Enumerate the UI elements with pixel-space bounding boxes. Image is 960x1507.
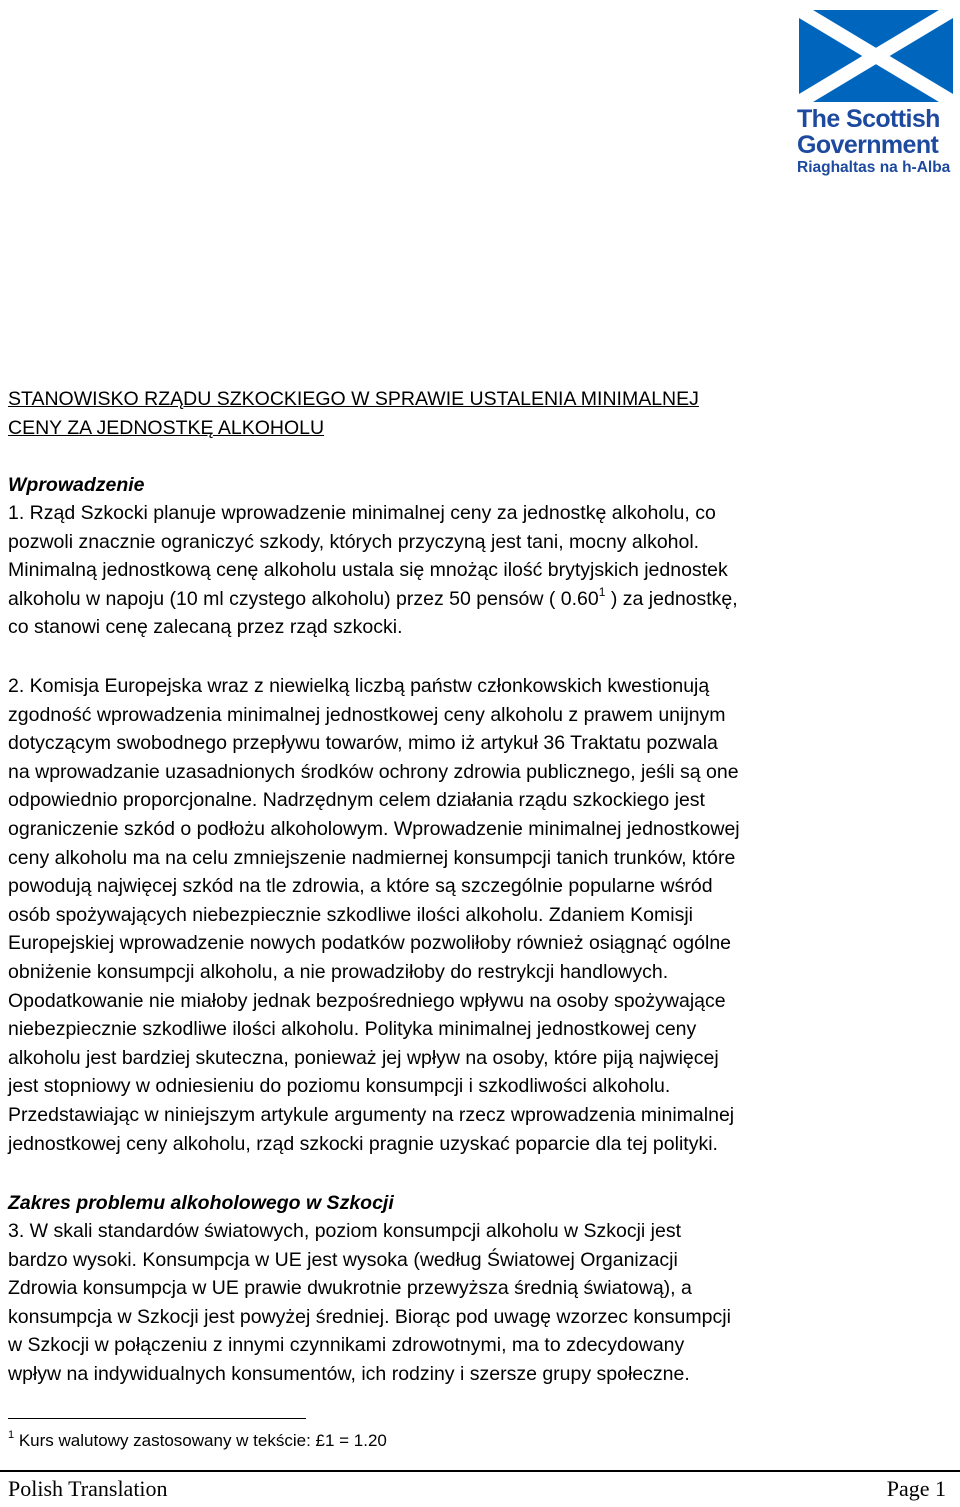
text-line: wpływ na indywidualnych konsumentów, ich rodziny i szersze grupy społeczne. bbox=[8, 1362, 690, 1385]
text-line: niebezpiecznie szkodliwe ilości alkoholu. Polityka minimalnej jednostkowej ceny bbox=[8, 1018, 697, 1041]
text-line: alkoholu jest bardziej skuteczna, ponieważ jej wpływ na osoby, które piją najwięcej bbox=[8, 1046, 719, 1069]
text-line: na wprowadzanie uzasadnionych środków ochrony zdrowia publicznego, jeśli są one bbox=[8, 760, 739, 783]
title-line: STANOWISKO RZĄDU SZKOCKIEGO W SPRAWIE USTALENIA MINIMALNEJ bbox=[8, 388, 699, 410]
document-title bbox=[8, 385, 948, 442]
text-line: Europejskiej wprowadzenie nowych podatków pozwoliłoby również osiągnąć ogólne bbox=[8, 932, 732, 955]
text-line: jest stopniowy w odniesieniu do poziomu konsumpcji i szkodliwości alkoholu. bbox=[8, 1075, 671, 1098]
footnote-marker: 1 bbox=[8, 1429, 15, 1441]
page-number: Page 1 bbox=[886, 1476, 946, 1501]
text-line: ograniczenie szkód o podłożu alkoholowym. Wprowadzenie minimalnej jednostkowej bbox=[8, 817, 740, 840]
text-line: ceny alkoholu ma na celu zmniejszenie nadmiernej konsumpcji tanich trunków, które bbox=[8, 846, 736, 869]
text-line: Zdrowia konsumpcja w UE prawie dwukrotnie przewyższa średnią światową), a bbox=[8, 1277, 692, 1300]
paragraph-2 bbox=[8, 672, 948, 1158]
text-line bbox=[8, 585, 948, 614]
text-line: co stanowi cenę zalecaną przez rząd szkocki. bbox=[8, 616, 403, 639]
text-line: Minimalną jednostkową cenę alkoholu ustala się mnożąc ilość brytyjskich jednostek bbox=[8, 559, 728, 582]
logo-text-line-2: Government bbox=[797, 131, 939, 159]
text-segment: alkoholu w napoju (10 ml czystego alkoholu) przez 50 pensów ( 0.60 bbox=[8, 587, 599, 610]
text-line: powodują najwięcej szkód na tle zdrowia, a które są szczególnie popularne wśród bbox=[8, 875, 713, 898]
footer-divider bbox=[0, 1470, 960, 1472]
text-line: 1. Rząd Szkocki planuje wprowadzenie minimalnej ceny za jednostkę alkoholu, co bbox=[8, 502, 716, 524]
text-line: odpowiednio proporcjonalne. Nadrzędnym celem działania rządu szkockiego jest bbox=[8, 789, 705, 812]
text-segment: ) za jednostkę, bbox=[605, 587, 738, 610]
text-line: 3. W skali standardów światowych, poziom konsumpcji alkoholu w Szkocji jest bbox=[8, 1220, 682, 1242]
footnote-reference[interactable]: 1 bbox=[598, 584, 606, 599]
footer-label: Polish Translation bbox=[8, 1476, 168, 1501]
footnote bbox=[8, 1428, 387, 1454]
text-line: w Szkocji w połączeniu z innymi czynnikami zdrowotnymi, ma to zdecydowany bbox=[8, 1334, 685, 1357]
paragraph-3 bbox=[8, 1217, 948, 1389]
text-line: Opodatkowanie nie miałoby jednak bezpośredniego wpływu na osoby spożywające bbox=[8, 989, 726, 1012]
section-heading-scope: Zakres problemu alkoholowego w Szkocji bbox=[8, 1192, 394, 1214]
text-line: osób spożywających niebezpiecznie szkodliwe ilości alkoholu. Zdaniem Komisji bbox=[8, 903, 693, 926]
scottish-government-logo bbox=[797, 10, 955, 176]
text-line: zgodność wprowadzenia minimalnej jednostkowej ceny alkoholu z prawem unijnym bbox=[8, 703, 726, 726]
text-line: bardzo wysoki. Konsumpcja w UE jest wysoka (według Światowej Organizacji bbox=[8, 1248, 678, 1271]
saltire-flag-icon bbox=[799, 10, 953, 102]
text-line: pozwoli znacznie ograniczyć szkody, których przyczyną jest tani, mocny alkohol. bbox=[8, 530, 700, 553]
text-line: dotyczącym swobodnego przepływu towarów, mimo iż artykuł 36 Traktatu pozwala bbox=[8, 732, 718, 755]
text-line: konsumpcja w Szkocji jest powyżej średniej. Biorąc pod uwagę wzorzec konsumpcji bbox=[8, 1305, 731, 1328]
footnote-divider bbox=[8, 1418, 306, 1419]
section-heading-introduction: Wprowadzenie bbox=[8, 474, 145, 496]
footnote-text: Kurs walutowy zastosowany w tekście: £1 = 1.20 bbox=[14, 1431, 387, 1450]
logo-text-line-3: Riaghaltas na h-Alba bbox=[797, 159, 951, 176]
logo-text-line-1: The Scottish bbox=[797, 105, 940, 133]
text-line: Przedstawiając w niniejszym artykule argumenty na rzecz wprowadzenia minimalnej bbox=[8, 1103, 735, 1126]
title-line: CENY ZA JEDNOSTKĘ ALKOHOLU bbox=[8, 416, 325, 439]
text-line: jednostkowej ceny alkoholu, rząd szkocki pragnie uzyskać poparcie dla tej polityki. bbox=[8, 1132, 718, 1155]
paragraph-1 bbox=[8, 499, 948, 642]
text-line: obniżenie konsumpcji alkoholu, a nie prowadziłoby do restrykcji handlowych. bbox=[8, 960, 669, 983]
text-line: 2. Komisja Europejska wraz z niewielką liczbą państw członkowskich kwestionują bbox=[8, 675, 710, 697]
